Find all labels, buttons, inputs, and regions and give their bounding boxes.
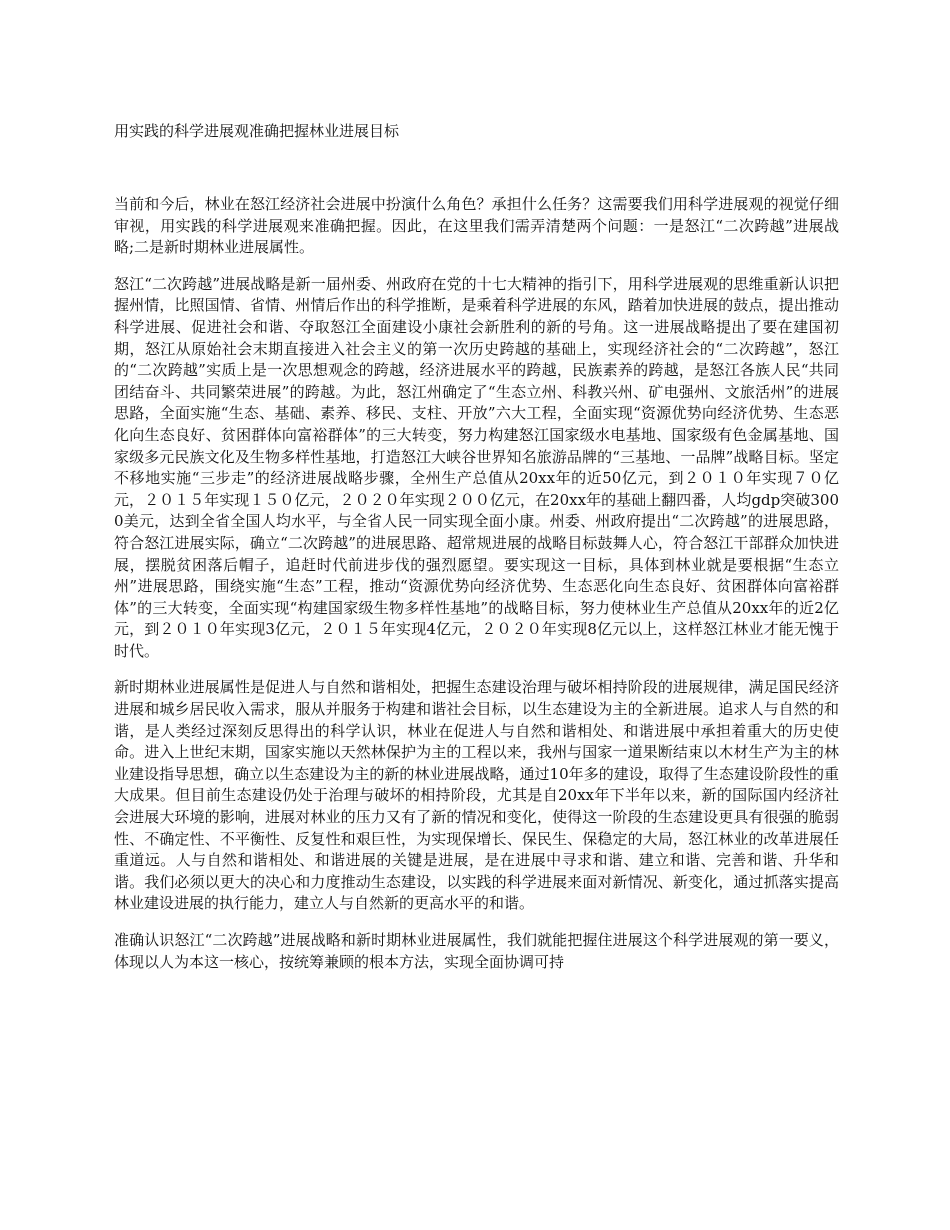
paragraph-forestry-attribute: 新时期林业进展属性是促进人与自然和谐相处，把握生态建设治理与破坏相持阶段的进展规律，满足国民经济进展和城乡居民收入需求，服从并服务于构建和谐社会目标，以生态建设为主的全新进展。追求人与自然的和谐，是人类经过深刻反思得出的科学认识，林业在促进人与自然和谐相处、和谐进展中承担着重大的历史使命。进入上世纪末期，国家实施以天然林保护为主的工程以来，我州与国家一道果断结束以木材生产为主的林业建设指导思想，确立以生态建设为主的新的林业进展战略，通过10年多的建设，取得了生态建设阶段性的重大成果。但目前生态建设仍处于治理与破坏的相持阶段，尤其是自20xx年下半年以来，新的国际国内经济社会进展大环境的影响，进展对林业的压力又有了新的情况和变化，使得这一阶段的生态建设更具有很强的脆弱性、不确定性、不平衡性、反复性和艰巨性，为实现保增长、保民生、保稳定的大局，怒江林业的改革进展任重道远。人与自然和谐相处、和谐进展的关键是进展，是在进展中寻求和谐、建立和谐、完善和谐、升华和谐。我们必须以更大的决心和力度推动生态建设，以实践的科学进展来面对新情况、新变化，通过抓落实提高林业建设进展的执行能力，建立人与自然新的更高水平的和谐。: [114, 678, 839, 913]
document-page: [114, 118, 839, 988]
paragraph-conclusion: 准确认识怒江“二次跨越”进展战略和新时期林业进展属性，我们就能把握住进展这个科学进展观的第一要义，体现以人为本这一核心，按统筹兼顾的根本方法，实现全面协调可持: [114, 931, 839, 971]
document-title: 用实践的科学进展观准确把握林业进展目标: [114, 122, 400, 140]
paragraph-second-leap-strategy: 怒江“二次跨越”进展战略是新一届州委、州政府在党的十七大精神的指引下，用科学进展观的思维重新认识把握州情，比照国情、省情、州情后作出的科学推断，是乘着科学进展的东风，踏着加快进展的鼓点，提出推动科学进展、促进社会和谐、夺取怒江全面建设小康社会新胜利的新的号角。这一进展战略提出了要在建国初期，怒江从原始社会末期直接进入社会主义的第一次历史跨越的基础上，实现经济社会的“二次跨越”，怒江的“二次跨越”实质上是一次思想观念的跨越，经济进展水平的跨越，民族素养的跨越，是怒江各族人民“共同团结奋斗、共同繁荣进展”的跨越。为此，怒江州确定了“生态立州、科教兴州、矿电强州、文旅活州”的进展思路，全面实施“生态、基础、素养、移民、支柱、开放”六大工程，全面实现“资源优势向经济优势、生态恶化向生态良好、贫困群体向富裕群体”的三大转变，努力构建怒江国家级水电基地、国家级有色金属基地、国家级多元民族文化及生物多样性基地，打造怒江大峡谷世界知名旅游品牌的“三基地、一品牌”战略目标。坚定不移地实施“三步走”的经济进展战略步骤，全州生产总值从20xx年的近50亿元，到２０１０年实现７０亿元，２０１５年实现１５０亿元，２０２０年实现２００亿元，在20xx年的基础上翻四番，人均gdp突破3000美元，达到全省全国人均水平，与全省人民一同实现全面小康。州委、州政府提出“二次跨越”的进展思路，符合怒江进展实际，确立“二次跨越”的进展思路、超常规进展的战略目标鼓舞人心，符合怒江干部群众加快进展，摆脱贫困落后帽子，追赶时代前进步伐的强烈愿望。要实现这一目标，具体到林业就是要根据“生态立州”进展思路，围绕实施“生态”工程，推动“资源优势向经济优势、生态恶化向生态良好、贫困群体向富裕群体”的三大转变，全面实现“构建国家级生物多样性基地”的战略目标，努力使林业生产总值从20xx年的近2亿元，到２０１０年实现3亿元，２０１５年实现4亿元，２０２０年实现8亿元以上，这样怒江林业才能无愧于时代。: [114, 274, 839, 660]
paragraph-intro: 当前和今后，林业在怒江经济社会进展中扮演什么角色？承担什么任务？这需要我们用科学进展观的视觉仔细审视，用实践的科学进展观来准确把握。因此，在这里我们需弄清楚两个问题：一是怒江“二次跨越”进展战略;二是新时期林业进展属性。: [114, 195, 839, 257]
